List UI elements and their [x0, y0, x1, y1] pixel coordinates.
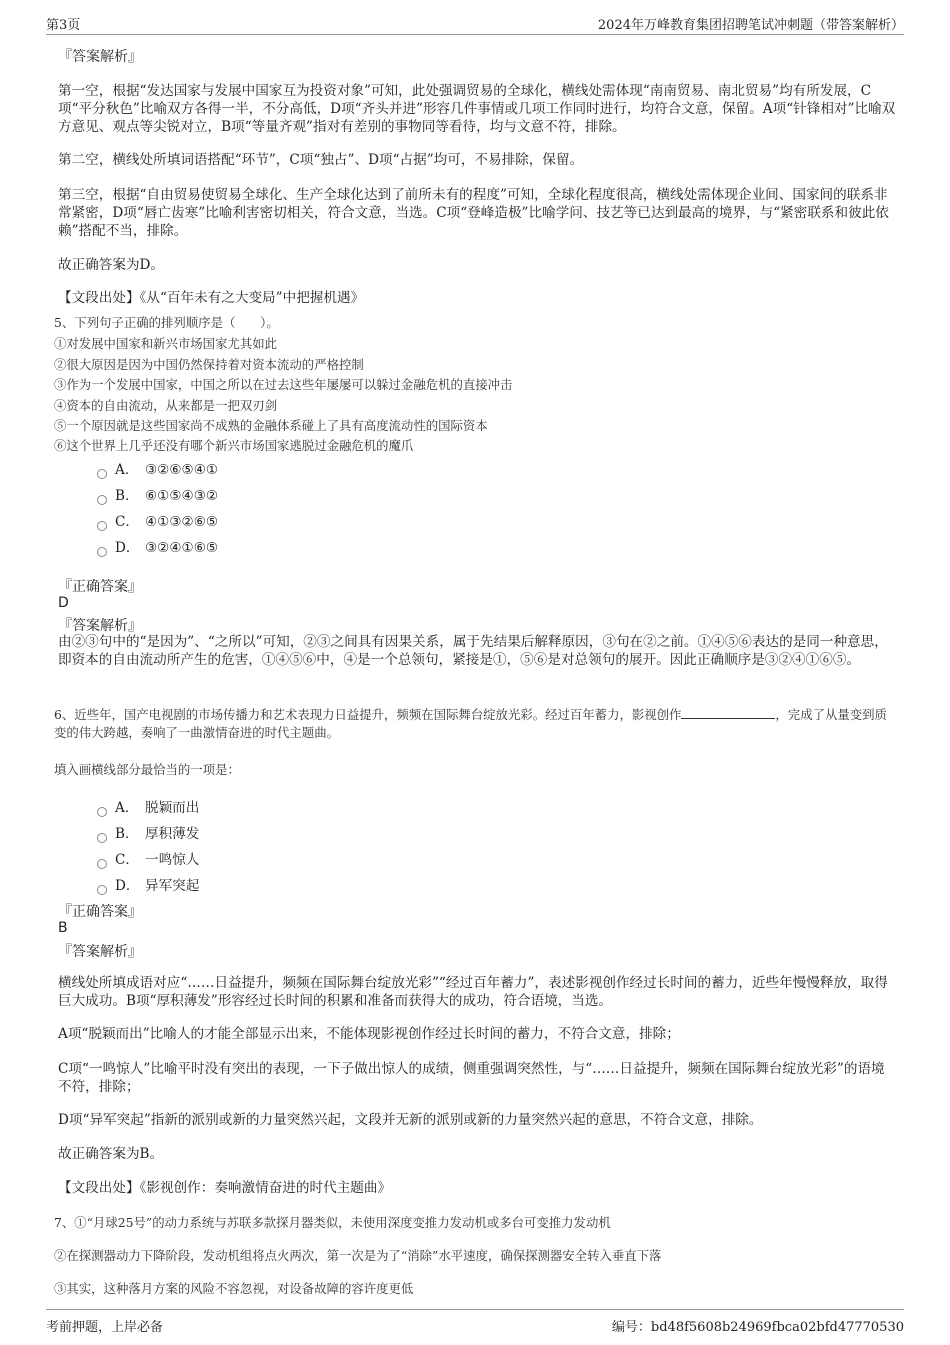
- document-title: 2024年万峰教育集团招聘笔试冲刺题（带答案解析）: [597, 18, 904, 33]
- radio-icon[interactable]: [97, 521, 107, 531]
- q6-prompt: 填入画横线部分最恰当的一项是：: [54, 762, 240, 777]
- q6-conclusion: 故正确答案为B。: [58, 1146, 164, 1162]
- q5-option-b[interactable]: B． ⑥①⑤④③②: [97, 484, 218, 504]
- page-number: 第3页: [46, 18, 81, 33]
- q4-analysis-para3: 第三空，根据“自由贸易使贸易全球化、生产全球化达到了前所未有的程度”可知，全球化程度很高，横线处需体现企业间、国家间的联系非常紧密，D项“唇亡齿寒”比喻利害密切相关，符合文意，当选。C项“登峰造极”比喻学问、技艺等已达到最高的境界，与“紧密联系和彼此依赖”搭配不当，排除。: [58, 187, 889, 239]
- q5-option-c[interactable]: C． ④①③②⑥⑤: [97, 510, 218, 530]
- q6-option-b[interactable]: B． 厚积薄发: [97, 822, 199, 842]
- q6-analysis-para2: A项“脱颖而出”比喻人的才能全部显示出来，不能体现影视创作经过长时间的蓄力，不符合文意，排除；: [58, 1026, 680, 1042]
- q5-option-d[interactable]: D． ③②④①⑥⑤: [97, 536, 218, 556]
- radio-icon[interactable]: [97, 469, 107, 479]
- q5-answer: D: [58, 595, 69, 611]
- q6-source: 【文段出处】《影视创作：奏响激情奋进的时代主题曲》: [58, 1180, 392, 1196]
- q7-line1: 7、①“月球25号”的动力系统与苏联多款探月器类似，未使用深度变推力发动机或多台可变推力发动机: [54, 1215, 611, 1230]
- answer-blank: [681, 706, 775, 719]
- radio-icon[interactable]: [97, 859, 107, 869]
- q6-option-c[interactable]: C． 一鸣惊人: [97, 848, 199, 868]
- q5-analysis-label: 『答案解析』: [58, 618, 142, 634]
- q5-analysis: 由②③句中的“是因为”、“之所以”可知，②③之间具有因果关系，属于先结果后解释原因，③句在②之前。①④⑤⑥表达的是同一种意思，即资本的自由流动所产生的危害，①④⑤⑥中，④是一个总领句，紧接是①，⑤⑥是对总领句的展开。因此正确顺序是③②④①⑥⑤。: [58, 634, 888, 668]
- radio-icon[interactable]: [97, 807, 107, 817]
- q6-option-d[interactable]: D． 异军突起: [97, 874, 199, 894]
- q4-analysis-para1: 第一空，根据“发达国家与发展中国家互为投资对象”可知，此处强调贸易的全球化，横线处需体现“南南贸易、南北贸易”均有所发展，C项“平分秋色”比喻双方各得一半，不分高低，D项“齐头并进”形容几件事情或几项工作同时进行，均符合文意，保留。A项“针锋相对”比喻双方意见、观点等尖锐对立，B项“等量齐观”指对有差别的事物同等看待，均与文意不符，排除。: [58, 83, 896, 135]
- q6-answer-label: 『正确答案』: [58, 904, 142, 920]
- q5-item: ⑥这个世界上几乎还没有哪个新兴市场国家逃脱过金融危机的魔爪: [54, 438, 414, 453]
- radio-icon[interactable]: [97, 833, 107, 843]
- q5-item: ④资本的自由流动，从来都是一把双刃剑: [54, 398, 278, 413]
- q6-option-a[interactable]: A． 脱颖而出: [97, 796, 199, 816]
- radio-icon[interactable]: [97, 547, 107, 557]
- q5-answer-label: 『正确答案』: [58, 579, 142, 595]
- footer-slogan: 考前押题，上岸必备: [46, 1320, 164, 1335]
- q4-analysis-label: 『答案解析』: [58, 49, 142, 65]
- q6-stem: 6、近些年，国产电视剧的市场传播力和艺术表现力日益提升，频频在国际舞台绽放光彩。经过百年蓄力，影视创作 ，完成了从量变到质变的伟大跨越，奏响了一曲激情奋进的时代主题曲。: [54, 707, 887, 740]
- q4-source: 【文段出处】《从“百年未有之大变局”中把握机遇》: [58, 290, 365, 306]
- q6-analysis-para1: 横线处所填成语对应“……日益提升，频频在国际舞台绽放光彩”“经过百年蓄力”，表述影视创作经过长时间的蓄力，近些年慢慢释放，取得巨大成功。B项“厚积薄发”形容经过长时间的积累和准备而获得大的成功，符合语境，当选。: [58, 975, 888, 1009]
- q5-option-a[interactable]: A． ③②⑥⑤④①: [97, 458, 218, 478]
- q6-analysis-label: 『答案解析』: [58, 944, 142, 960]
- q6-analysis-para4: D项“异军突起”指新的派别或新的力量突然兴起，文段并无新的派别或新的力量突然兴起的意思，不符合文意，排除。: [58, 1112, 763, 1128]
- q6-answer: B: [58, 920, 68, 936]
- page-header: [46, 12, 904, 35]
- radio-icon[interactable]: [97, 885, 107, 895]
- q5-item: ②很大原因是因为中国仍然保持着对资本流动的严格控制: [54, 357, 364, 372]
- q7-line2: ②在探测器动力下降阶段，发动机组将点火两次，第一次是为了“消除”水平速度，确保探测器安全转入垂直下落: [54, 1248, 662, 1263]
- q4-analysis-para2: 第二空，横线处所填词语搭配“环节”，C项“独占”、D项“占据”均可，不易排除，保留。: [58, 152, 584, 168]
- radio-icon[interactable]: [97, 495, 107, 505]
- page-footer: [46, 1309, 904, 1334]
- q7-line3: ③其实，这种落月方案的风险不容忽视，对设备故障的容许度更低: [54, 1281, 414, 1296]
- q5-item: ③作为一个发展中国家，中国之所以在过去这些年屡屡可以躲过金融危机的直接冲击: [54, 377, 513, 392]
- q5-item: ⑤一个原因就是这些国家尚不成熟的金融体系碰上了具有高度流动性的国际资本: [54, 418, 488, 433]
- q4-conclusion: 故正确答案为D。: [58, 257, 165, 273]
- q5-item: ①对发展中国家和新兴市场国家尤其如此: [54, 336, 278, 351]
- document-code: 编号：bd48f5608b24969fbca02bfd47770530: [611, 1320, 904, 1335]
- q5-stem: 5、下列句子正确的排列顺序是（ ）。: [54, 315, 279, 330]
- q6-analysis-para3: C项“一鸣惊人”比喻平时没有突出的表现，一下子做出惊人的成绩，侧重强调突然性，与“……日益提升，频频在国际舞台绽放光彩”的语境不符，排除；: [58, 1061, 885, 1095]
